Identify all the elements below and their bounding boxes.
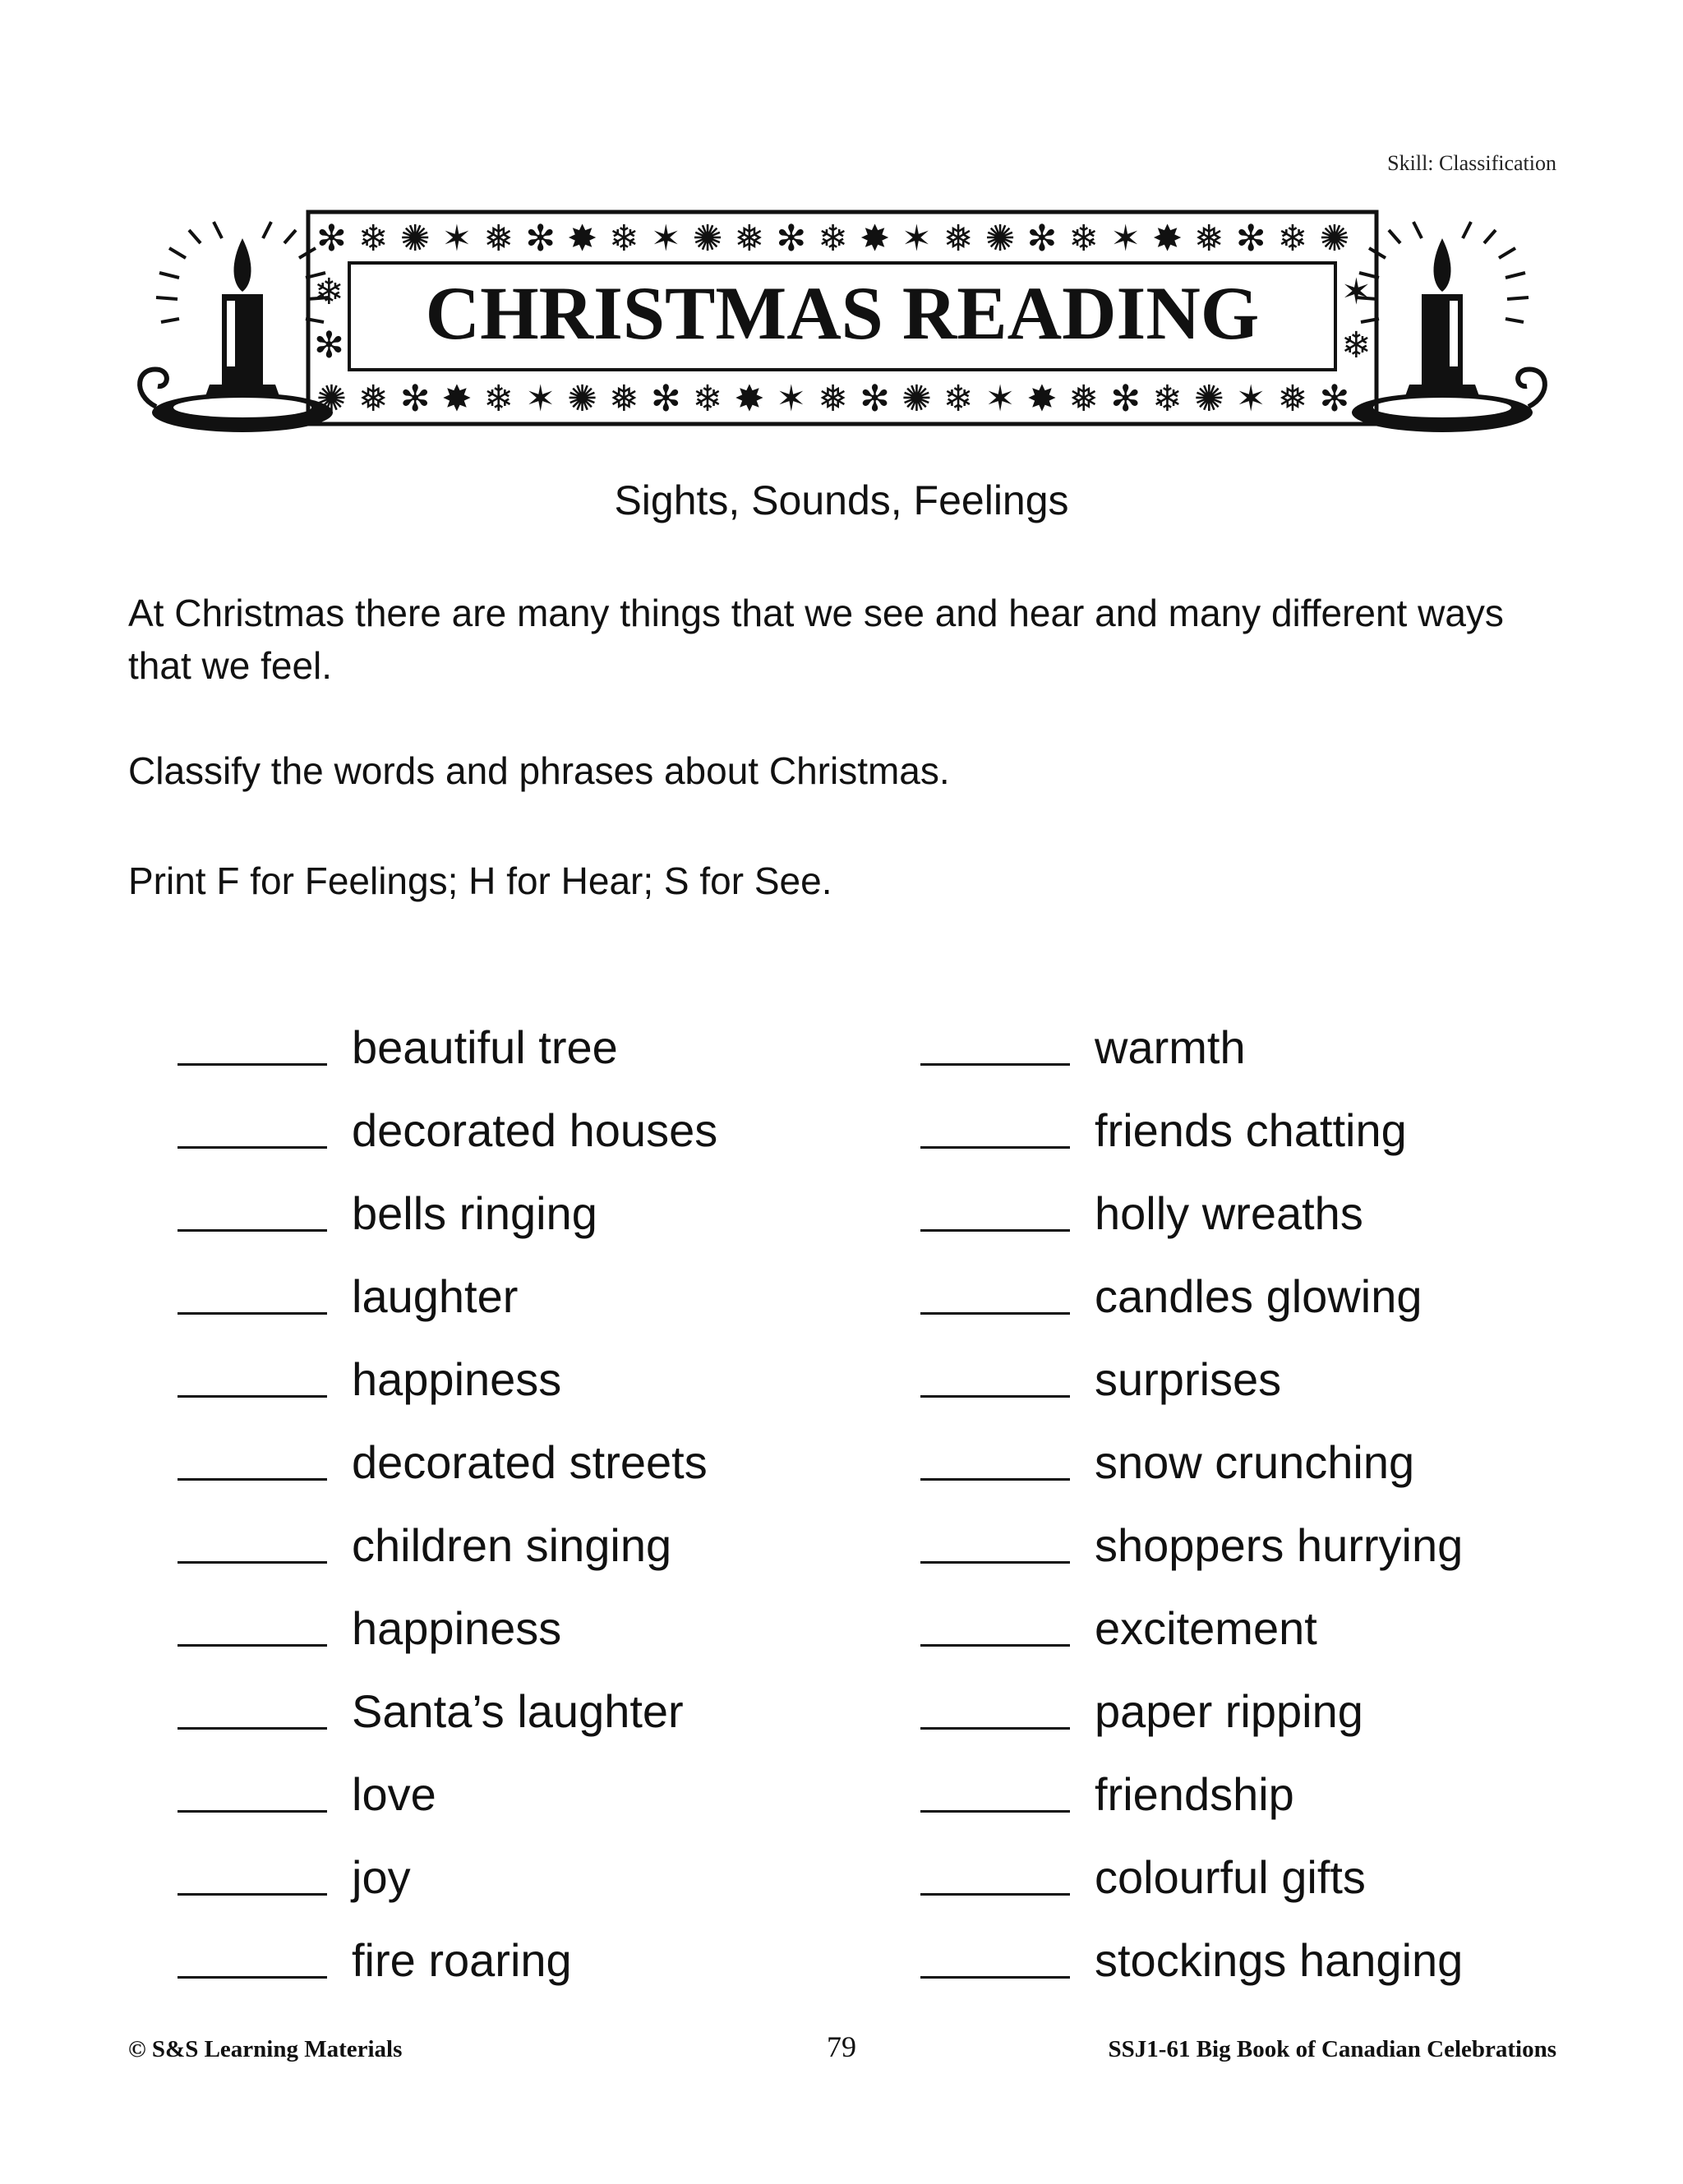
list-item [920, 1572, 1660, 1655]
s-letter: S [663, 859, 689, 902]
candle-icon [1352, 222, 1545, 432]
item-phrase: stockings hanging [1095, 1934, 1464, 1986]
list-item [178, 1738, 917, 1821]
item-phrase: excitement [1095, 1602, 1317, 1654]
item-phrase: colourful gifts [1095, 1851, 1366, 1903]
answer-blank[interactable] [178, 1229, 327, 1232]
print-word: Print [128, 859, 206, 902]
list-item [178, 991, 917, 1074]
book-title-footer: SSJ1-61 Big Book of Canadian Celebrations [1108, 2036, 1556, 2062]
answer-blank[interactable] [178, 1395, 327, 1398]
classify-instruction: Classify the words and phrases about Christmas. [128, 749, 950, 792]
list-item [920, 1655, 1660, 1738]
list-item [920, 1489, 1660, 1572]
list-item [178, 1655, 917, 1738]
answer-blank[interactable] [920, 1146, 1070, 1149]
answer-blank[interactable] [920, 1810, 1070, 1813]
banner-title: CHRISTMAS READING [425, 271, 1260, 355]
list-item [920, 1240, 1660, 1323]
answer-blank[interactable] [920, 1312, 1070, 1315]
list-item [920, 1738, 1660, 1821]
h-text: for Hear; [506, 859, 654, 902]
word-list-left [178, 991, 917, 1987]
list-item [178, 1572, 917, 1655]
item-phrase: candles glowing [1095, 1270, 1422, 1322]
svg-text:✶: ✶ [1341, 271, 1372, 313]
copyright-footer: © S&S Learning Materials [128, 2036, 403, 2062]
intro-paragraph: At Christmas there are many things that we see and hear and many different ways that we feel. [128, 592, 1504, 687]
list-item [920, 1821, 1660, 1904]
answer-blank[interactable] [178, 1146, 327, 1149]
item-phrase: warmth [1095, 1021, 1246, 1073]
item-phrase: Santa’s laughter [352, 1685, 684, 1737]
page-number: 79 [827, 2030, 856, 2063]
answer-blank[interactable] [920, 1644, 1070, 1647]
candle-icon [140, 222, 333, 432]
snowflake-border [308, 212, 1376, 424]
answer-blank[interactable] [178, 1976, 327, 1979]
list-item [178, 1074, 917, 1157]
item-phrase: paper ripping [1095, 1685, 1363, 1737]
item-phrase: joy [352, 1851, 411, 1903]
item-phrase: laughter [352, 1270, 519, 1322]
item-phrase: holly wreaths [1095, 1187, 1363, 1239]
answer-blank[interactable] [920, 1229, 1070, 1232]
answer-blank[interactable] [920, 1063, 1070, 1066]
item-phrase: bells ringing [352, 1187, 597, 1239]
list-item [178, 1323, 917, 1406]
list-item [920, 1157, 1660, 1240]
list-item [920, 1323, 1660, 1406]
item-phrase: shoppers hurrying [1095, 1519, 1464, 1571]
answer-blank[interactable] [920, 1395, 1070, 1398]
h-letter: H [468, 859, 496, 902]
answer-blank[interactable] [920, 1976, 1070, 1979]
item-phrase: surprises [1095, 1353, 1282, 1405]
item-phrase: fire roaring [352, 1934, 572, 1986]
word-list-right [920, 991, 1660, 1987]
answer-blank[interactable] [178, 1312, 327, 1315]
item-phrase: snow crunching [1095, 1436, 1415, 1488]
list-item [178, 1904, 917, 1987]
list-item [920, 1074, 1660, 1157]
list-item [178, 1406, 917, 1489]
item-phrase: happiness [352, 1353, 562, 1405]
answer-blank[interactable] [178, 1893, 327, 1896]
list-item [920, 1904, 1660, 1987]
svg-text:✺ ❅ ✻ ✸ ❄ ✶ ✺ ❅ ✻ ❄ ✸ ✶ ❅ ✻ ✺: ✺ ❅ ✻ ✸ ❄ ✶ ✺ ❅ ✻ ❄ ✸ ✶ ❅ ✻ ✺ ❄ ✶ ✸ ❅ ✻ ❄ ✺ ✶ ❅ ✻ [316, 378, 1350, 420]
s-text: for See. [699, 859, 832, 902]
item-phrase: decorated streets [352, 1436, 708, 1488]
list-item [178, 1821, 917, 1904]
answer-blank[interactable] [178, 1063, 327, 1066]
answer-blank[interactable] [920, 1893, 1070, 1896]
item-phrase: friendship [1095, 1768, 1294, 1820]
skill-label: Skill: Classification [1387, 151, 1556, 175]
item-phrase: children singing [352, 1519, 672, 1571]
page-subtitle: Sights, Sounds, Feelings [614, 477, 1069, 523]
item-phrase: love [352, 1768, 436, 1820]
answer-blank[interactable] [920, 1478, 1070, 1481]
print-instruction [128, 855, 1575, 907]
item-phrase: decorated houses [352, 1104, 718, 1156]
svg-text:❄: ❄ [1341, 325, 1372, 366]
answer-blank[interactable] [178, 1727, 327, 1730]
title-banner [131, 205, 1553, 444]
svg-text:✻: ✻ [314, 325, 344, 366]
answer-blank[interactable] [178, 1644, 327, 1647]
answer-blank[interactable] [920, 1561, 1070, 1564]
list-item [178, 1157, 917, 1240]
list-item [178, 1240, 917, 1323]
f-text: for Feelings; [250, 859, 459, 902]
svg-text:✻ ❄ ✺ ✶ ❅ ✻ ✸ ❄ ✶ ✺ ❅ ✻ ❄ ✸ ✶: ✻ ❄ ✺ ✶ ❅ ✻ ✸ ❄ ✶ ✺ ❅ ✻ ❄ ✸ ✶ ❅ ✺ ✻ ❄ ✶ ✸ ❅ ✻ ❄ ✺ [316, 218, 1350, 260]
answer-blank[interactable] [178, 1561, 327, 1564]
list-item [920, 1406, 1660, 1489]
list-item [920, 991, 1660, 1074]
item-phrase: friends chatting [1095, 1104, 1407, 1156]
list-item [178, 1489, 917, 1572]
answer-blank[interactable] [178, 1810, 327, 1813]
f-letter: F [216, 859, 240, 902]
svg-text:❄: ❄ [314, 271, 344, 313]
item-phrase: happiness [352, 1602, 562, 1654]
item-phrase: beautiful tree [352, 1021, 618, 1073]
answer-blank[interactable] [178, 1478, 327, 1481]
answer-blank[interactable] [920, 1727, 1070, 1730]
